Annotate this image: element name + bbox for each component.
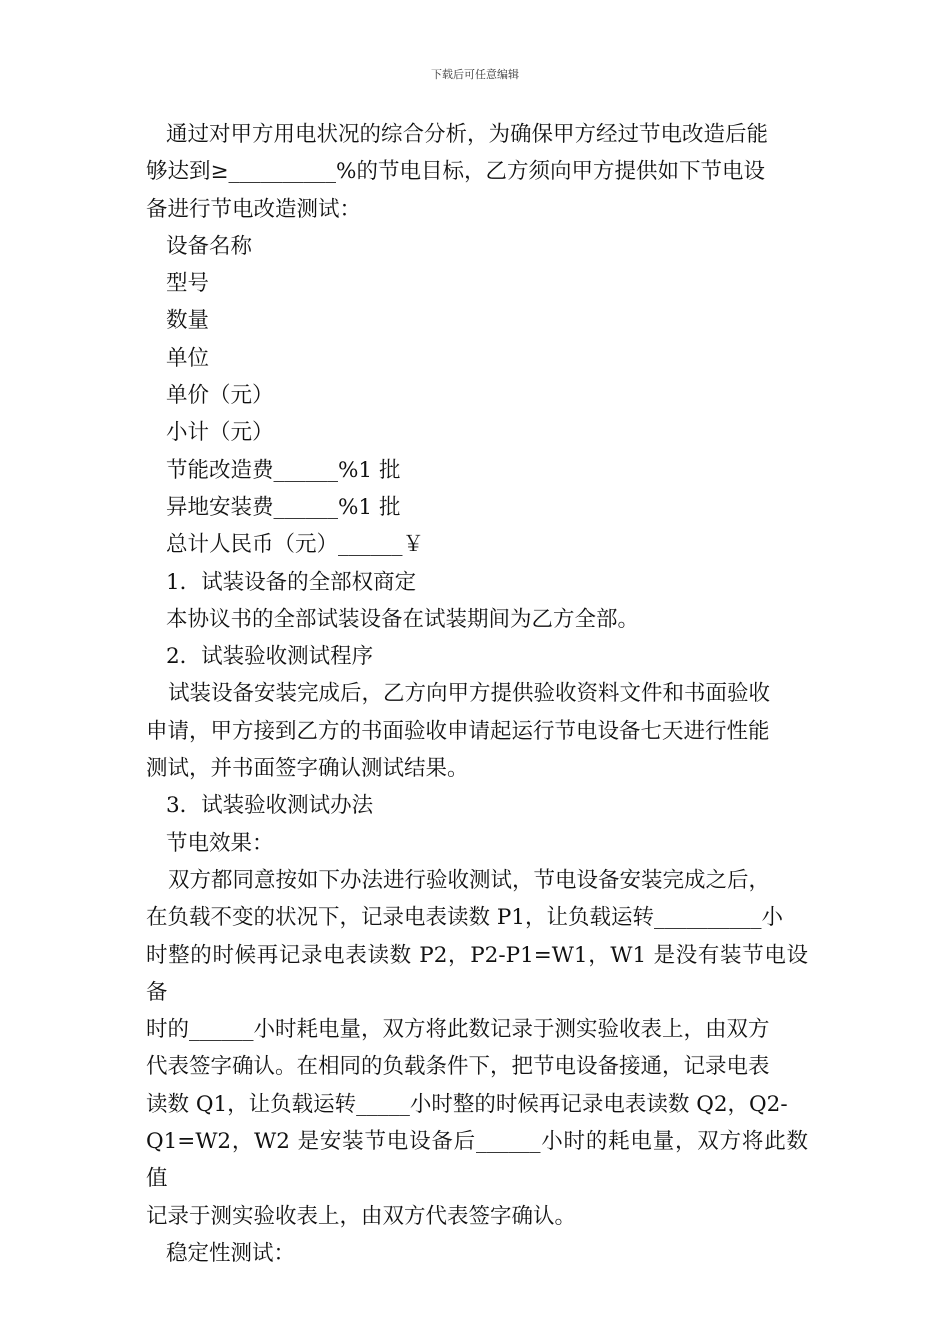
section3-title: 3．试装验收测试办法 bbox=[166, 793, 374, 819]
stability-title: 稳定性测试： bbox=[166, 1240, 296, 1266]
item-retrofit-fee: 节能改造费______%1 批 bbox=[166, 457, 401, 483]
effect-title: 节电效果： bbox=[166, 830, 274, 856]
page-header: 下载后可任意编辑 bbox=[431, 68, 519, 81]
effect-line8: 记录于测实验收表上，由双方代表签字确认。 bbox=[146, 1203, 577, 1229]
section2-title: 2．试装验收测试程序 bbox=[166, 644, 374, 670]
item-unit: 单位 bbox=[166, 345, 210, 371]
section2-line2: 申请，甲方接到乙方的书面验收申请起运行节电设备七天进行性能 bbox=[146, 718, 770, 744]
effect-line2: 在负载不变的状况下，记录电表读数 P1，让负载运转__________小 bbox=[146, 905, 783, 931]
effect-line6: 读数 Q1，让负载运转_____小时整的时候再记录电表读数 Q2，Q2- bbox=[146, 1091, 788, 1117]
effect-line7: Q1=W2，W2 是安装节电设备后______小时的耗电量，双方将此数值 bbox=[146, 1129, 808, 1192]
section1-title: 1．试装设备的全部权商定 bbox=[166, 569, 417, 595]
item-equipment-name: 设备名称 bbox=[166, 233, 253, 259]
effect-line5: 代表签字确认。在相同的负载条件下，把节电设备接通，记录电表 bbox=[146, 1054, 770, 1080]
item-install-fee: 异地安装费______%1 批 bbox=[166, 494, 401, 520]
section2-line3: 测试，并书面签字确认测试结果。 bbox=[146, 756, 469, 782]
section1-text: 本协议书的全部试装设备在试装期间为乙方全部。 bbox=[166, 606, 640, 632]
item-model: 型号 bbox=[166, 271, 210, 297]
item-total-rmb: 总计人民币（元）______￥ bbox=[166, 532, 425, 558]
para1-line3: 备进行节电改造测试： bbox=[146, 196, 362, 222]
para1-line2: 够达到≥__________%的节电目标，乙方须向甲方提供如下节电设 bbox=[146, 159, 765, 185]
document-body bbox=[146, 116, 808, 1272]
effect-line1: 双方都同意按如下办法进行验收测试，节电设备安装完成之后， bbox=[168, 867, 771, 893]
item-unit-price: 单价（元） bbox=[166, 383, 274, 409]
item-quantity: 数量 bbox=[166, 308, 210, 334]
effect-line4: 时的______小时耗电量，双方将此数记录于测实验收表上，由双方 bbox=[146, 1017, 770, 1043]
effect-line3: 时整的时候再记录电表读数 P2，P2-P1=W1，W1 是没有装节电设备 bbox=[146, 942, 808, 1005]
item-subtotal: 小计（元） bbox=[166, 420, 274, 446]
section2-line1: 试装设备安装完成后，乙方向甲方提供验收资料文件和书面验收 bbox=[168, 681, 771, 707]
para1-line1: 通过对甲方用电状况的综合分析，为确保甲方经过节电改造后能 bbox=[166, 122, 769, 147]
